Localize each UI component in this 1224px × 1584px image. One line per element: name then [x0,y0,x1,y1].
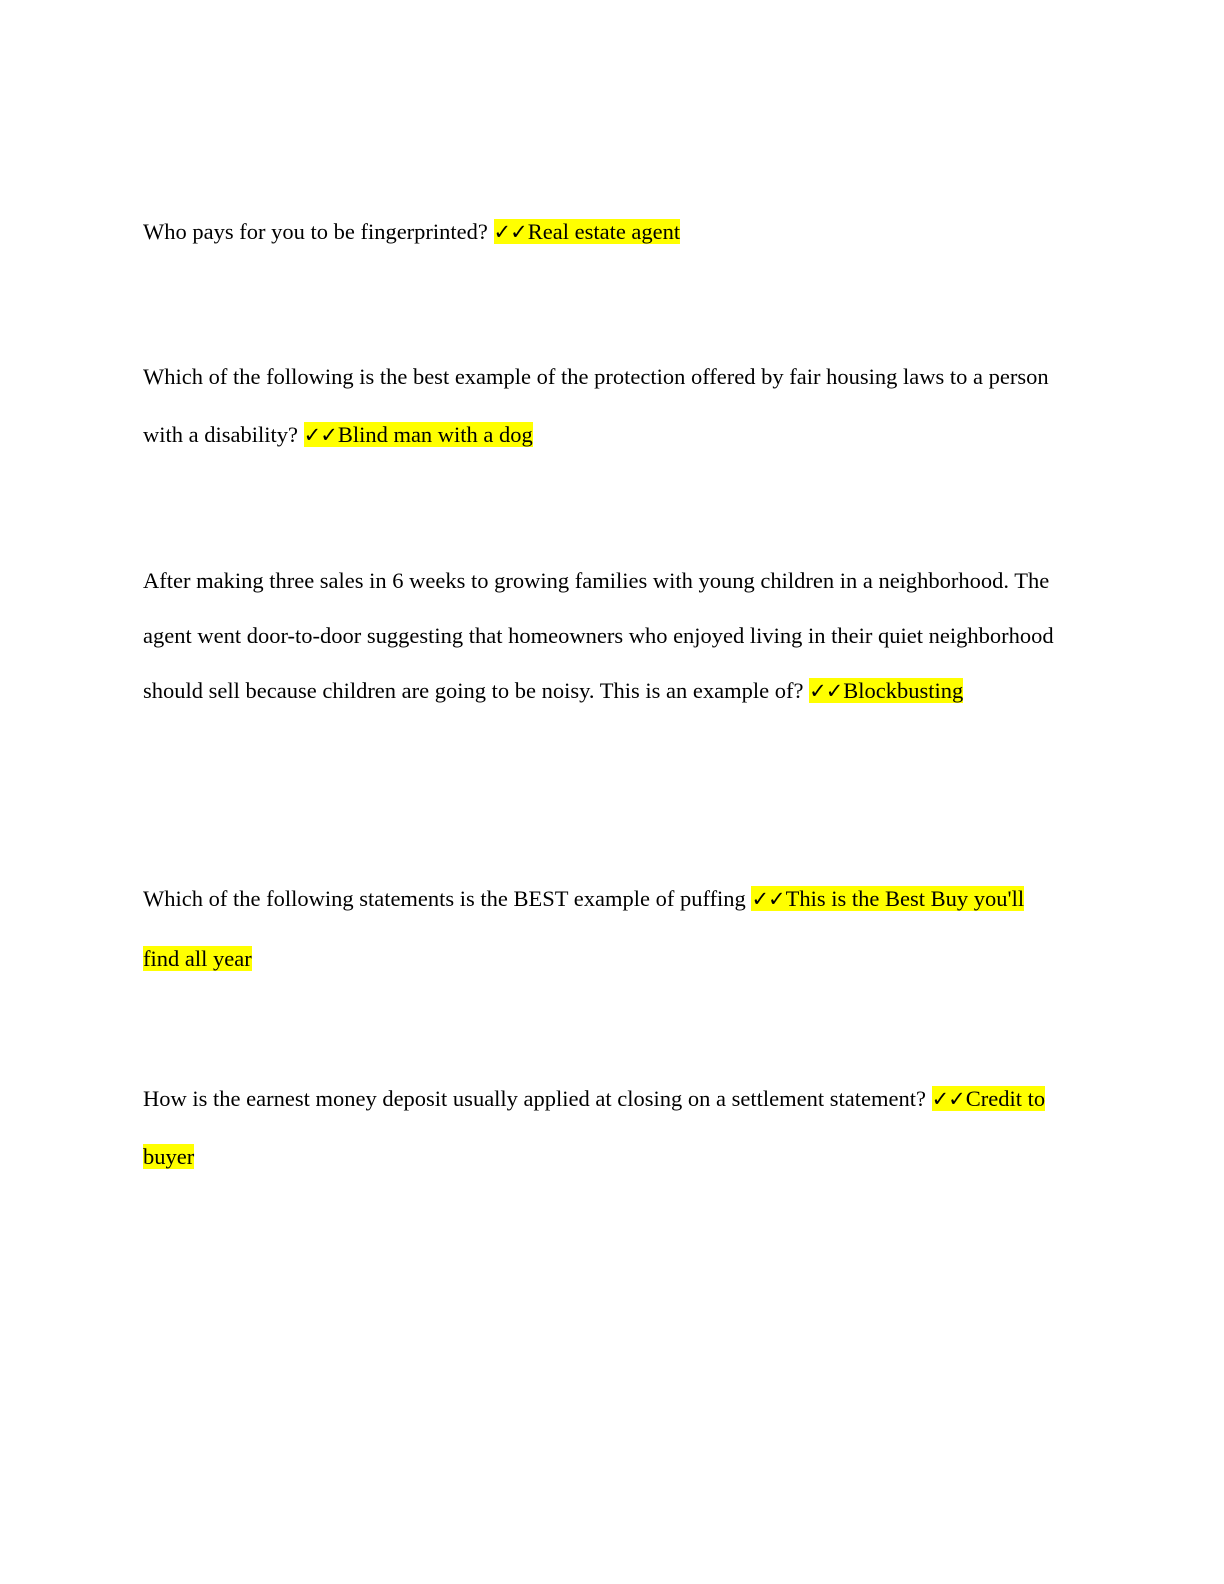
double-check-icon: ✓✓ [931,1087,965,1111]
answer-highlight [304,422,533,447]
answer-highlight [494,219,681,244]
question-text: Who pays for you to be fingerprinted? [143,219,494,244]
question-answer-4 [143,869,1043,988]
answer-text: Blockbusting [843,678,964,703]
double-check-icon: ✓✓ [303,423,337,447]
double-check-icon: ✓✓ [809,679,843,703]
question-answer-1 [143,203,1083,261]
answer-text: This is the Best Buy you'll find all year [143,886,1025,971]
answer-highlight [809,678,963,703]
question-answer-5 [143,1070,1083,1186]
question-text: Which of the following is the best example of the protection offered by fair housing laws to a person with a disability? [143,364,1049,447]
question-text: How is the earnest money deposit usually applied at closing on a settlement statement? [143,1086,932,1111]
question-text: Which of the following statements is the BEST example of puffing [143,886,752,911]
double-check-icon: ✓✓ [751,887,785,911]
answer-text: Real estate agent [527,219,681,244]
double-check-icon: ✓✓ [493,220,527,244]
question-answer-2 [143,348,1083,464]
answer-text: Credit to buyer [143,1086,1046,1169]
question-text: After making three sales in 6 weeks to growing families with young children in a neighborhood. The agent went door-to-door suggesting that homeowners who enjoyed living in their quiet neighborhood should sell because children are going to be noisy. This is an example of? [143,568,1054,703]
question-answer-3 [143,553,1083,719]
answer-text: Blind man with a dog [337,422,533,447]
